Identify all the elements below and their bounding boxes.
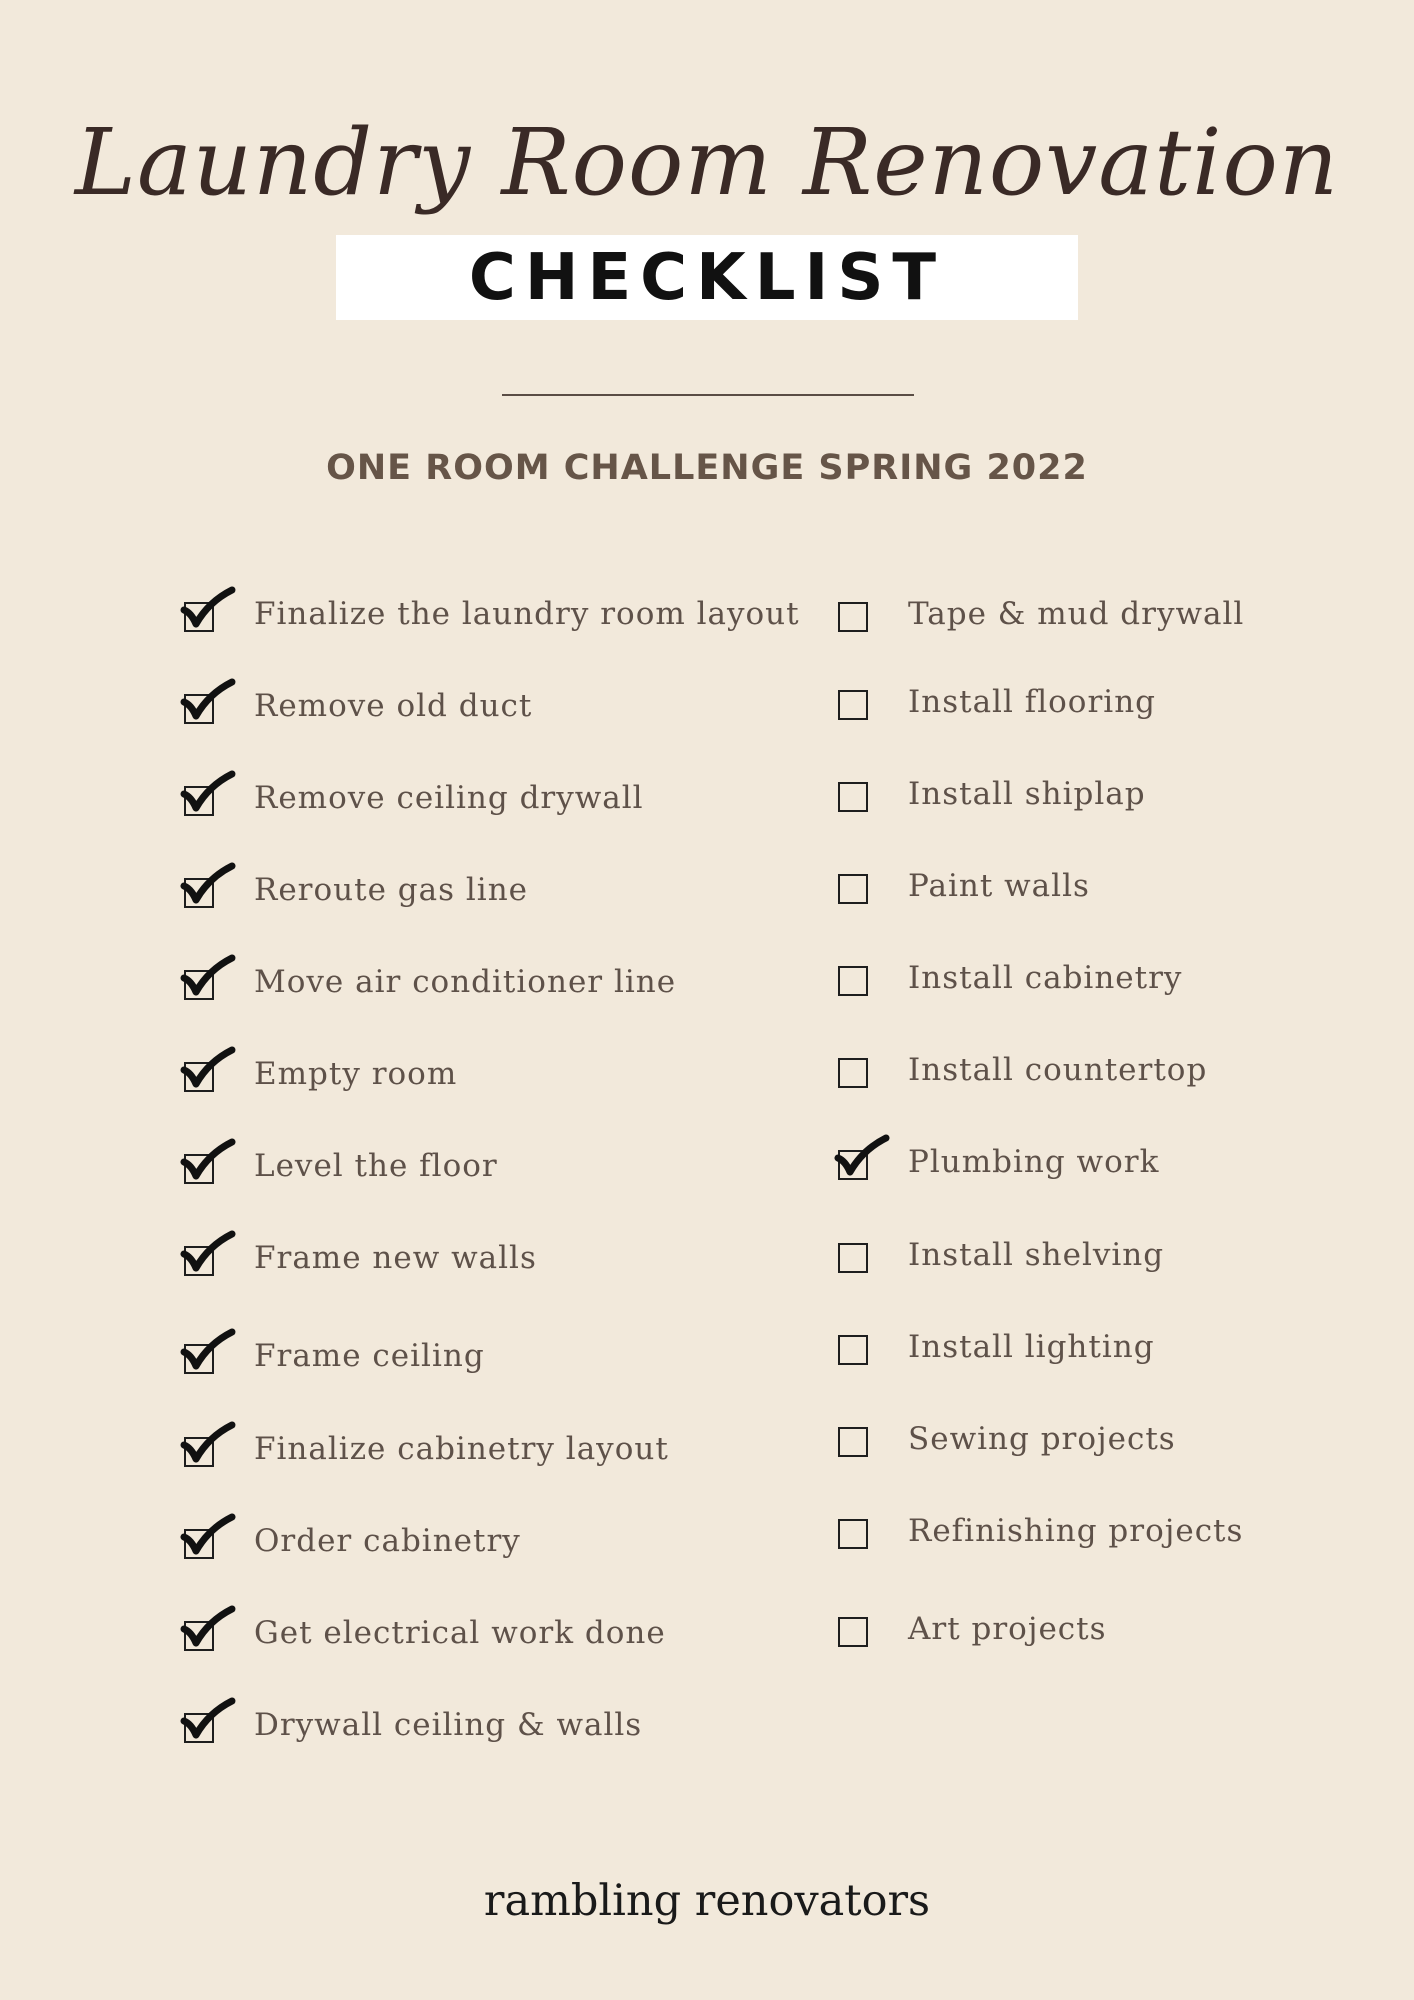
checklist-item-label: Install flooring: [908, 684, 1157, 720]
checklist-item-label: Paint walls: [908, 868, 1090, 904]
title-banner: [336, 235, 1078, 320]
checklist-item: [838, 868, 1338, 932]
empty-checkbox-icon: [838, 690, 868, 720]
empty-checkbox-icon: [838, 1519, 868, 1549]
checklist-item-label: Install cabinetry: [908, 960, 1183, 996]
checklist-item: [184, 1615, 784, 1679]
checklist-item-label: Level the floor: [254, 1148, 498, 1184]
checklist-item: [838, 1421, 1338, 1485]
empty-checkbox-icon: [838, 1058, 868, 1088]
checklist-item: [838, 596, 1338, 660]
checklist-item: [838, 776, 1338, 840]
checklist-item-label: Order cabinetry: [254, 1523, 521, 1559]
checklist-item: [184, 1148, 784, 1212]
checklist-item: [184, 1707, 784, 1771]
checklist-item-label: Move air conditioner line: [254, 964, 677, 1000]
checklist-item-label: Sewing projects: [908, 1421, 1176, 1457]
checklist-item: [184, 872, 784, 936]
title-banner-text: CHECKLIST: [468, 240, 946, 315]
checklist-item-label: Frame new walls: [254, 1240, 537, 1276]
checklist-item-label: Art projects: [908, 1611, 1107, 1647]
checklist-item: [184, 1056, 784, 1120]
checklist-item-label: Finalize cabinetry layout: [254, 1431, 669, 1467]
checklist-item: [184, 780, 784, 844]
checklist-item-label: Frame ceiling: [254, 1338, 485, 1374]
checklist-item: [184, 596, 800, 660]
brand-footer: rambling renovators: [483, 1876, 931, 1926]
checklist-item: [838, 1611, 1338, 1675]
empty-checkbox-icon: [838, 1243, 868, 1273]
divider: [502, 394, 914, 396]
checklist-item-label: Plumbing work: [908, 1144, 1160, 1180]
checklist-item: [184, 688, 784, 752]
empty-checkbox-icon: [838, 1427, 868, 1457]
checklist-item-label: Remove old duct: [254, 688, 533, 724]
checklist-item-label: Install countertop: [908, 1052, 1208, 1088]
checklist-item: [184, 1431, 784, 1495]
checklist-item-label: Refinishing projects: [908, 1513, 1244, 1549]
checklist-item: [184, 1338, 784, 1402]
checklist-item-label: Get electrical work done: [254, 1615, 666, 1651]
checklist-item-label: Install shelving: [908, 1237, 1165, 1273]
checklist-item: [184, 1523, 784, 1587]
empty-checkbox-icon: [838, 1335, 868, 1365]
checklist-item-label: Remove ceiling drywall: [254, 780, 644, 816]
page-title: Laundry Room Renovation: [74, 109, 1340, 216]
checklist-item: [838, 1329, 1338, 1393]
checklist-item: [184, 964, 784, 1028]
checklist-item-label: Install lighting: [908, 1329, 1155, 1365]
empty-checkbox-icon: [838, 1617, 868, 1647]
empty-checkbox-icon: [838, 966, 868, 996]
empty-checkbox-icon: [838, 782, 868, 812]
checklist-item: [838, 684, 1338, 748]
checklist-item-label: Reroute gas line: [254, 872, 529, 908]
checklist-item: [838, 1513, 1338, 1577]
checklist-item: [838, 1052, 1338, 1116]
page-subtitle: ONE ROOM CHALLENGE SPRING 2022: [326, 448, 1088, 488]
checklist-item: [838, 960, 1338, 1024]
checklist-item-label: Install shiplap: [908, 776, 1146, 812]
checklist-item-label: Finalize the laundry room layout: [254, 596, 800, 632]
checklist-item-label: Empty room: [254, 1056, 458, 1092]
checklist-item: [184, 1240, 784, 1304]
checklist-item-label: Drywall ceiling & walls: [254, 1707, 643, 1743]
checklist-item: [838, 1144, 1338, 1208]
checklist-item-label: Tape & mud drywall: [908, 596, 1245, 632]
empty-checkbox-icon: [838, 602, 868, 632]
empty-checkbox-icon: [838, 874, 868, 904]
checklist-item: [838, 1237, 1338, 1301]
